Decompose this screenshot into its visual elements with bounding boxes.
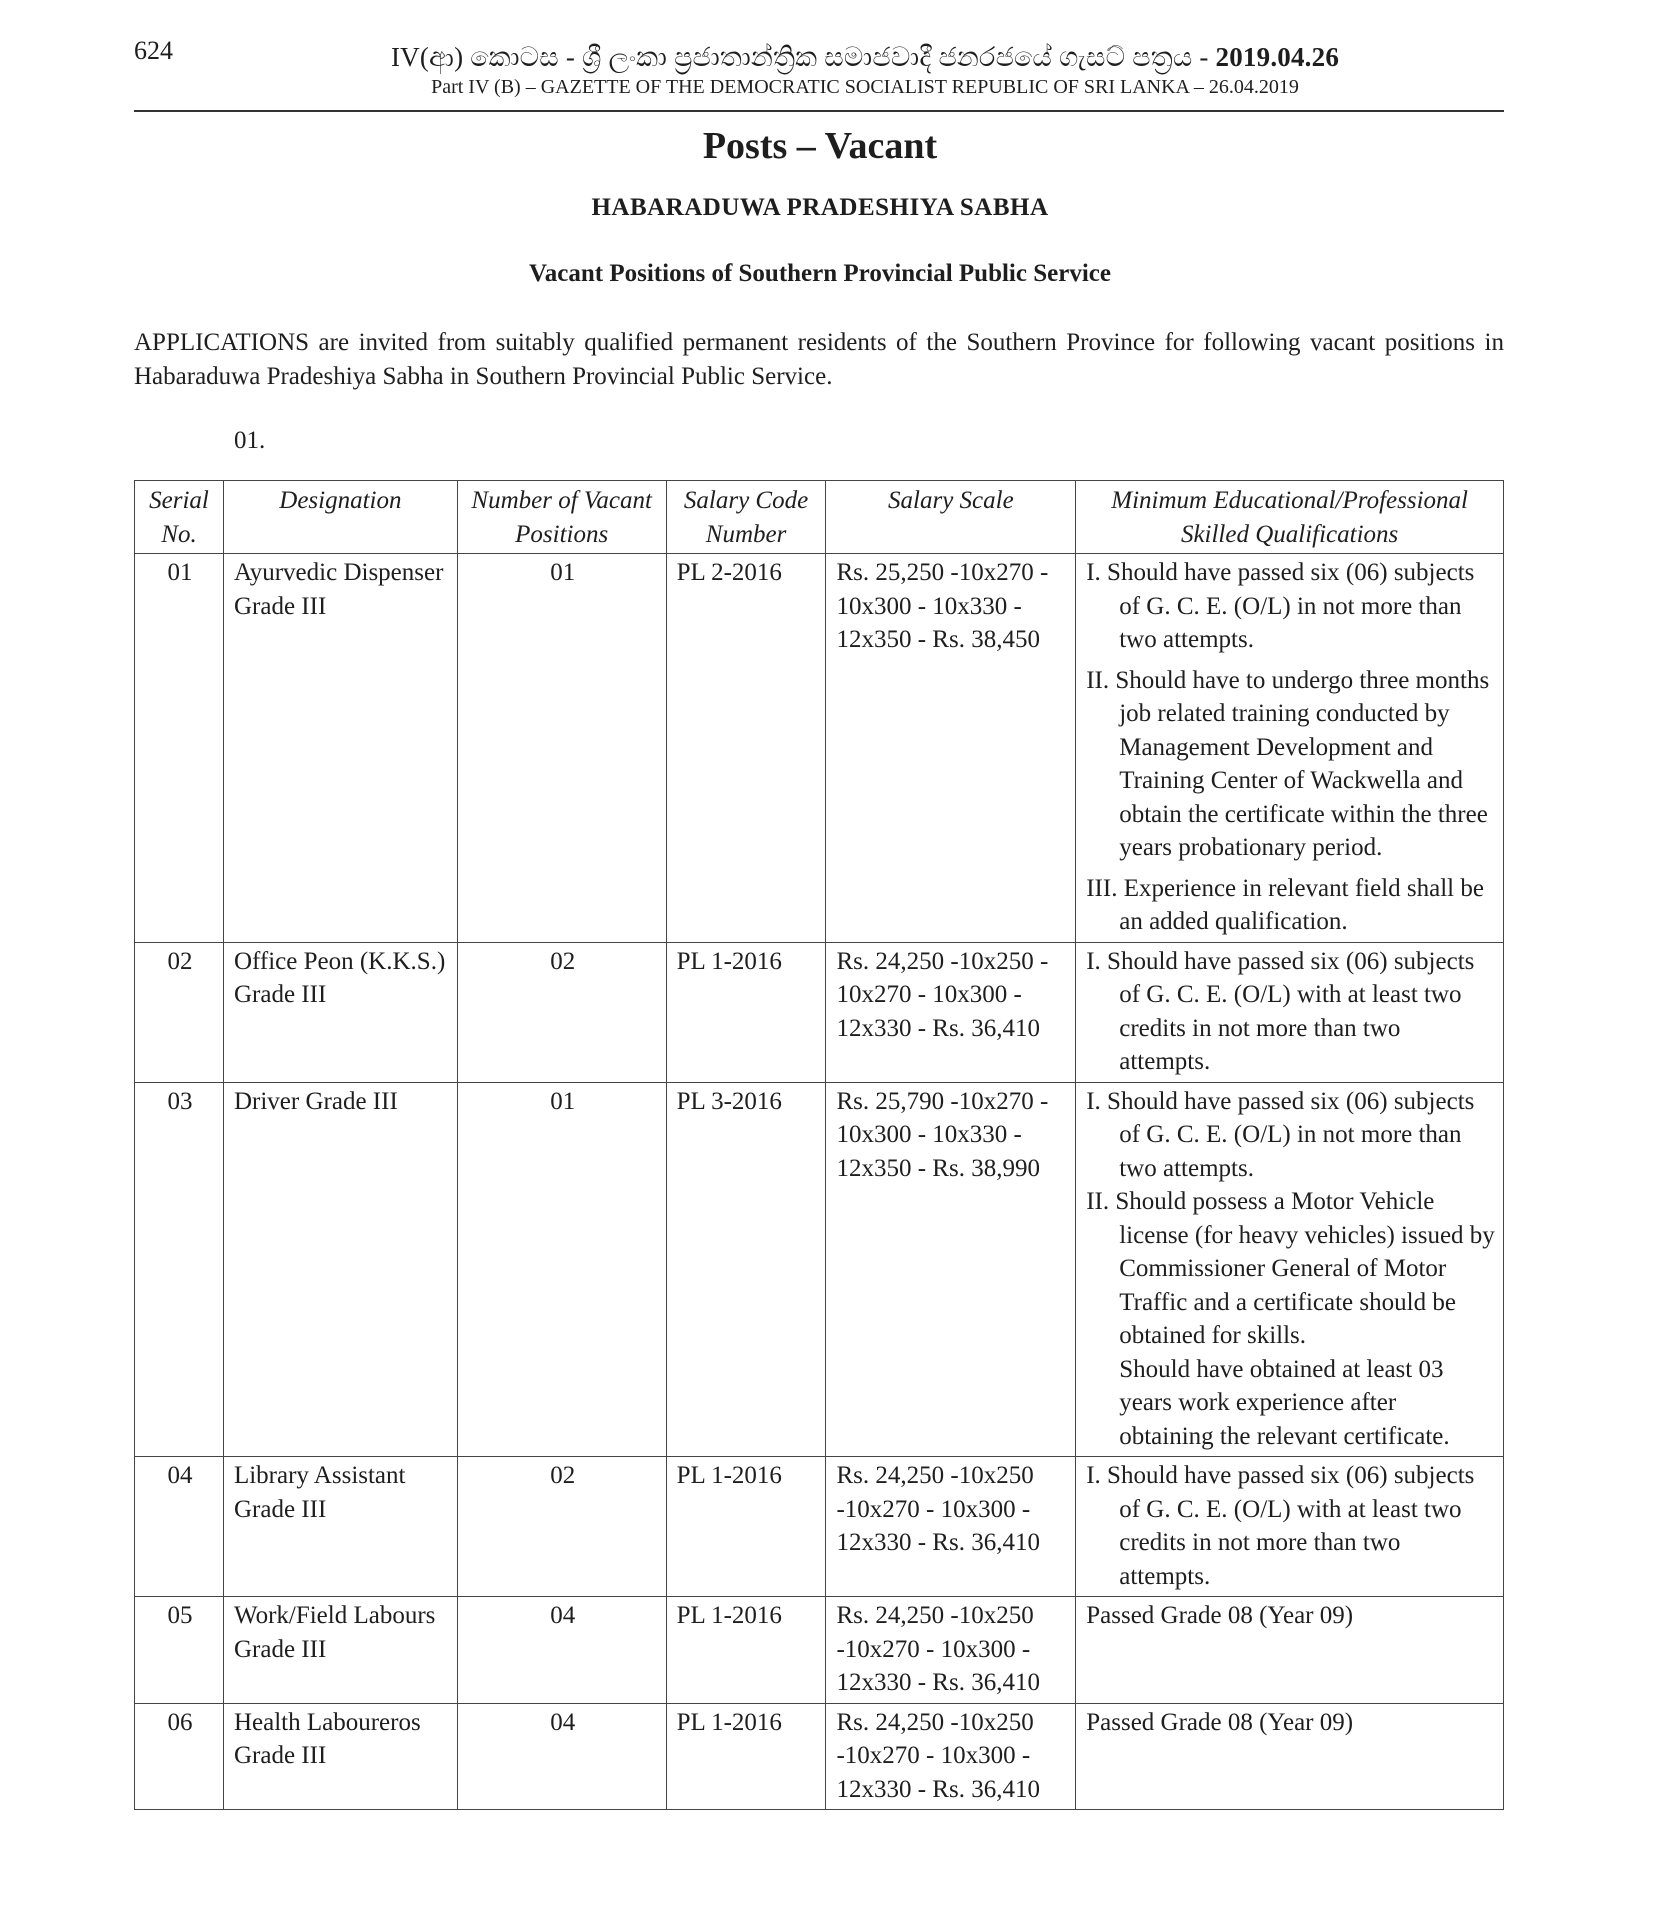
page-title: Posts – Vacant <box>702 125 938 167</box>
qualification-item: II. Should possess a Motor Vehicle license (for heavy vehicles) issued by Commissioner General of Motor Traffic and a certificate should be obtained for skills. <box>1086 1188 1495 1349</box>
designation-cell: Library Assistant Grade III <box>223 1457 457 1597</box>
qualification-item: Passed Grade 08 (Year 09) <box>1086 1708 1354 1736</box>
page-number: 624 <box>134 36 173 65</box>
designation-cell: Office Peon (K.K.S.) Grade III <box>223 942 457 1082</box>
header-divider <box>134 110 1504 112</box>
table-header-row <box>135 481 1504 554</box>
qualifications-cell <box>1076 1457 1504 1597</box>
vacancies-cell: 01 <box>457 554 666 943</box>
qualification-item: Should have obtained at least 03 years work experience after obtaining the relevant certificate. <box>1119 1355 1450 1450</box>
table-row <box>135 1082 1504 1457</box>
gazette-header <box>230 40 1500 100</box>
table-row <box>135 1457 1504 1597</box>
vacancies-cell: 04 <box>457 1703 666 1810</box>
serial-cell: 02 <box>135 942 224 1082</box>
notice-subtitle: Vacant Positions of Southern Provincial Public Service <box>529 260 1111 287</box>
gazette-sinhala-title <box>230 40 1500 74</box>
salary-scale-cell: Rs. 24,250 -10x250 - 10x270 - 10x300 - 12x330 - Rs. 36,410 <box>826 942 1076 1082</box>
qualification-item: I. Should have passed six (06) subjects of G. C. E. (O/L) in not more than two attempts. <box>1086 559 1475 653</box>
salary-scale-cell: Rs. 25,790 -10x270 - 10x300 - 10x330 - 12x350 - Rs. 38,990 <box>826 1082 1076 1457</box>
vacancies-cell: 02 <box>457 1457 666 1597</box>
salary-scale-cell: Rs. 24,250 -10x250 -10x270 - 10x300 - 12x330 - Rs. 36,410 <box>826 1703 1076 1810</box>
qualification-item: Passed Grade 08 (Year 09) <box>1086 1602 1354 1629</box>
designation-cell: Driver Grade III <box>223 1082 457 1457</box>
qualifications-cell <box>1076 554 1504 943</box>
vacancies-cell: 04 <box>457 1597 666 1704</box>
qualification-item: II. Should have to undergo three months job related training conducted by Management Development and Training Center of Wackwella and obtain the certificate within the three years probationary period. <box>1086 666 1490 861</box>
header-designation: Designation <box>223 481 457 554</box>
sinhala-title-text: IV(ආ) කොටස - ශ්‍රී ලංකා ප්‍රජාතාන්ත්‍රික සමාජවාදී ජනරජයේ ගැසට් පත්‍රය - <box>390 42 1209 72</box>
serial-cell: 01 <box>135 554 224 943</box>
salary-code-cell: PL 1-2016 <box>666 1457 826 1597</box>
table-row <box>135 1703 1504 1810</box>
header-serial: Serial No. <box>135 481 224 554</box>
header-vacancies: Number of Vacant Positions <box>457 481 666 554</box>
salary-code-cell: PL 1-2016 <box>666 1597 826 1704</box>
salary-scale-cell: Rs. 25,250 -10x270 - 10x300 - 10x330 - 12x350 - Rs. 38,450 <box>826 554 1076 943</box>
salary-scale-cell: Rs. 24,250 -10x250 -10x270 - 10x300 - 12x330 - Rs. 36,410 <box>826 1597 1076 1704</box>
qualification-item: I. Should have passed six (06) subjects of G. C. E. (O/L) with at least two credits in not more than two attempts. <box>1086 947 1475 1075</box>
header-qualifications: Minimum Educational/Professional Skilled Qualifications <box>1076 481 1504 554</box>
qualification-item: I. Should have passed six (06) subjects of G. C. E. (O/L) with at least two credits in not more than two attempts. <box>1086 1462 1475 1590</box>
serial-cell: 04 <box>135 1457 224 1597</box>
designation-cell: Work/Field Labours Grade III <box>223 1597 457 1704</box>
table-row <box>135 554 1504 943</box>
serial-cell: 05 <box>135 1597 224 1704</box>
designation-cell: Health Laboureros Grade III <box>223 1703 457 1810</box>
intro-paragraph: APPLICATIONS are invited from suitably qualified permanent residents of the Southern Province for following vacant positions in Habaraduwa Pradeshiya Sabha in Southern Provincial Public Service. <box>134 329 1504 390</box>
vacancies-cell: 01 <box>457 1082 666 1457</box>
sinhala-date: 2019.04.26 <box>1215 42 1340 72</box>
salary-code-cell: PL 2-2016 <box>666 554 826 943</box>
gazette-english-title: Part IV (B) – GAZETTE OF THE DEMOCRATIC SOCIALIST REPUBLIC OF SRI LANKA – 26.04.2019 <box>431 76 1299 98</box>
vacancies-cell: 02 <box>457 942 666 1082</box>
salary-code-cell: PL 3-2016 <box>666 1082 826 1457</box>
qualifications-cell <box>1076 1703 1504 1810</box>
table-row <box>135 942 1504 1082</box>
qualification-item: III. Experience in relevant field shall be an added qualification. <box>1086 874 1484 935</box>
qualifications-cell <box>1076 1082 1504 1457</box>
vacancies-table <box>134 480 1504 1810</box>
header-salary-scale: Salary Scale <box>826 481 1076 554</box>
table-row <box>135 1597 1504 1704</box>
serial-cell: 03 <box>135 1082 224 1457</box>
organization-name: HABARADUWA PRADESHIYA SABHA <box>591 194 1049 221</box>
salary-scale-cell: Rs. 24,250 -10x250 -10x270 - 10x300 - 12x330 - Rs. 36,410 <box>826 1457 1076 1597</box>
section-number: 01. <box>234 427 266 454</box>
header-salary-code: Salary Code Number <box>666 481 826 554</box>
qualification-item: I. Should have passed six (06) subjects of G. C. E. (O/L) in not more than two attempts. <box>1086 1087 1475 1182</box>
salary-code-cell: PL 1-2016 <box>666 942 826 1082</box>
designation-cell: Ayurvedic Dispenser Grade III <box>223 554 457 943</box>
qualifications-cell <box>1076 1597 1504 1704</box>
serial-cell: 06 <box>135 1703 224 1810</box>
salary-code-cell: PL 1-2016 <box>666 1703 826 1810</box>
qualifications-cell <box>1076 942 1504 1082</box>
